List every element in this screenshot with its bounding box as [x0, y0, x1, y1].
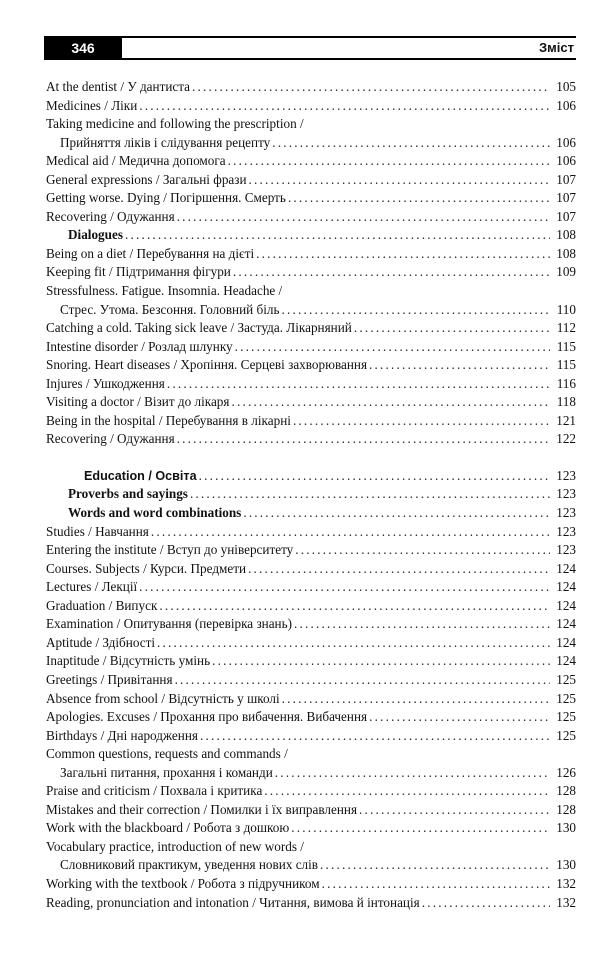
toc-entry-title: Vocabulary practice, introduction of new words / — [46, 838, 304, 854]
toc-entry-title: Entering the institute / Вступ до університету — [46, 542, 294, 558]
toc-entry-title: Reading, pronunciation and intonation / Читання, вимова й інтонація — [46, 894, 420, 910]
toc-entry-title: Apologies. Excuses / Прохання про вибачення. Вибачення — [46, 709, 368, 725]
toc-entry — [46, 838, 576, 857]
toc-entry — [46, 319, 576, 338]
dot-leader — [291, 819, 550, 838]
toc-entry-title: Словниковий практикум, уведення нових слів — [60, 857, 319, 873]
toc-entry-title: Injures / Ушкодження — [46, 375, 165, 391]
toc-entry-title: Recovering / Одужання — [46, 208, 175, 224]
dot-leader — [157, 634, 550, 653]
toc-entry-page: 115 — [556, 338, 576, 354]
toc-entry-title: Прийняття ліків і слідування рецепту — [60, 134, 271, 150]
dot-leader — [125, 226, 550, 245]
toc-entry — [46, 171, 576, 190]
dot-leader — [212, 652, 550, 671]
toc-entry-title: Mistakes and their correction / Помилки і їх виправлення — [46, 801, 358, 817]
toc-entry — [46, 652, 576, 671]
toc-entry — [46, 523, 576, 542]
toc-entry — [46, 727, 576, 746]
dot-leader — [243, 504, 550, 523]
toc-entry — [46, 560, 576, 579]
toc-entry — [46, 134, 576, 153]
toc-entry — [46, 671, 576, 690]
toc-entry-title: Getting worse. Dying / Погіршення. Смерть — [46, 190, 286, 206]
toc-entry — [46, 801, 576, 820]
toc-entry-page: 125 — [556, 690, 576, 706]
toc-entry — [46, 764, 576, 783]
toc-entry — [46, 375, 576, 394]
toc-entry — [46, 152, 576, 171]
toc-entry-page: 124 — [556, 653, 576, 669]
dot-leader — [354, 319, 550, 338]
toc-entry — [46, 856, 576, 875]
toc-entry-title: At the dentist / У дантиста — [46, 79, 191, 94]
toc-entry — [46, 708, 576, 727]
dot-leader — [369, 708, 550, 727]
toc-entry-page: 108 — [556, 227, 576, 243]
page-number: 346 — [44, 38, 122, 58]
toc-entry — [46, 115, 576, 134]
toc-entry-page: 123 — [556, 486, 576, 502]
toc-entry-title: Working with the textbook / Робота з підручником — [46, 875, 320, 891]
toc-entry-title: Praise and criticism / Похвала і критика — [46, 783, 263, 799]
toc-entry-title: Education / Освіта — [84, 468, 197, 483]
toc-entry — [46, 78, 576, 97]
dot-leader — [264, 782, 550, 801]
toc-entry-title: Greetings / Привітання — [46, 671, 173, 687]
toc-entry — [46, 356, 576, 375]
toc-entry-title: Graduation / Випуск — [46, 597, 158, 613]
toc-entry-page: 112 — [556, 320, 576, 336]
toc-entry — [46, 393, 576, 412]
toc-entry — [46, 690, 576, 709]
dot-leader — [177, 430, 550, 449]
toc-entry — [46, 894, 576, 913]
dot-leader — [235, 338, 550, 357]
toc-entry-page: 124 — [556, 597, 576, 613]
toc-entry-title: Medicines / Ліки — [46, 97, 138, 113]
toc-entry-title: Stressfulness. Fatigue. Insomnia. Headache / — [46, 283, 283, 299]
toc-entry — [46, 338, 576, 357]
dot-leader — [422, 894, 550, 913]
toc-entry-title: Being in the hospital / Перебування в лікарні — [46, 412, 291, 428]
toc-entry-page: 107 — [556, 208, 576, 224]
toc-entry-title: Work with the blackboard / Робота з дошкою — [46, 820, 290, 836]
dot-leader — [281, 301, 550, 320]
dot-leader — [167, 375, 550, 394]
dot-leader — [282, 690, 550, 709]
dot-leader — [275, 764, 550, 783]
dot-leader — [320, 856, 550, 875]
toc-entry-title: Intestine disorder / Розлад шлунку — [46, 338, 233, 354]
toc-entry-page: 132 — [556, 894, 576, 910]
dot-leader — [249, 171, 550, 190]
toc-entry — [46, 745, 576, 764]
toc-entry-page: 123 — [556, 505, 576, 521]
dot-leader — [233, 263, 550, 282]
toc-entry-title: Examination / Опитування (перевірка знань) — [46, 616, 293, 632]
toc-entry-page: 130 — [556, 857, 576, 873]
dot-leader — [228, 152, 550, 171]
dot-leader — [248, 560, 550, 579]
toc-entry-page: 107 — [556, 171, 576, 187]
toc-entry-title: Absence from school / Відсутність у школі — [46, 690, 280, 706]
dot-leader — [200, 727, 550, 746]
toc-entry-page: 128 — [556, 783, 576, 799]
toc-entry-page: 124 — [556, 634, 576, 650]
toc-entry-page: 123 — [556, 523, 576, 539]
toc-entry-title: Keeping fit / Підтримання фігури — [46, 264, 231, 280]
toc-entry — [46, 263, 576, 282]
dot-leader — [139, 578, 550, 597]
toc-entry-title: Visiting a doctor / Візит до лікаря — [46, 394, 230, 410]
toc-entry-page: 126 — [556, 764, 576, 780]
toc-entry-page: 110 — [556, 301, 576, 317]
dot-leader — [177, 208, 550, 227]
toc-entry-title: Snoring. Heart diseases / Хропіння. Серцеві захворювання — [46, 357, 368, 373]
toc-entry — [46, 412, 576, 431]
toc-entry — [46, 189, 576, 208]
toc-entry-page: 106 — [556, 97, 576, 113]
dot-leader — [359, 801, 550, 820]
toc-entry-page: 125 — [556, 709, 576, 725]
dot-leader — [322, 875, 550, 894]
toc-entry-title: General expressions / Загальні фрази — [46, 171, 247, 187]
toc-entry-page: 108 — [556, 245, 576, 261]
toc-entry-title: Studies / Навчання — [46, 523, 149, 539]
toc-entry-page: 132 — [556, 875, 576, 891]
toc-entry-title: Recovering / Одужання — [46, 431, 175, 447]
toc-entry — [46, 245, 576, 264]
toc-entry-page: 106 — [556, 153, 576, 169]
toc-entry — [46, 467, 576, 486]
dot-leader — [175, 671, 550, 690]
dot-leader — [256, 245, 550, 264]
dot-leader — [293, 412, 550, 431]
section-title: Зміст — [539, 40, 574, 55]
toc-entry — [46, 226, 576, 245]
dot-leader — [294, 615, 550, 634]
toc-entry-page: 130 — [556, 820, 576, 836]
toc-entry-title: Courses. Subjects / Курси. Предмети — [46, 560, 247, 576]
toc-entry-title: Lectures / Лекції — [46, 579, 138, 595]
toc-entry-page: 124 — [556, 560, 576, 576]
toc-entry — [46, 819, 576, 838]
toc-entry-page: 123 — [556, 542, 576, 558]
toc-entry-title: Being on a diet / Перебування на дієті — [46, 245, 255, 261]
toc-entry-title: Medical aid / Медична допомога — [46, 153, 226, 169]
dot-leader — [231, 393, 550, 412]
dot-leader — [159, 597, 550, 616]
toc-entry — [46, 430, 576, 449]
toc-entry-title: Common questions, requests and commands / — [46, 746, 288, 762]
toc-entry-page: 106 — [556, 134, 576, 150]
toc-entry — [46, 301, 576, 320]
toc-entry-page: 124 — [556, 616, 576, 632]
toc-entry-page: 109 — [556, 264, 576, 280]
toc-entry-title: Words and word combinations — [68, 505, 242, 521]
toc-entry — [46, 597, 576, 616]
toc-entry-page: 121 — [556, 412, 576, 428]
toc-entry — [46, 541, 576, 560]
dot-leader — [139, 97, 550, 116]
toc-entry-page: 122 — [556, 431, 576, 447]
toc-entry-title: Proverbs and sayings — [68, 486, 188, 502]
toc-entry — [46, 282, 576, 301]
table-of-contents — [46, 78, 576, 912]
dot-leader — [190, 485, 550, 504]
dot-leader — [295, 541, 550, 560]
toc-entry-page: 128 — [556, 801, 576, 817]
toc-entry — [46, 875, 576, 894]
dot-leader — [199, 467, 550, 486]
page-header — [44, 36, 576, 60]
toc-entry-page: 124 — [556, 579, 576, 595]
toc-entry-title: Dialogues — [68, 227, 123, 243]
toc-entry-page: 118 — [556, 394, 576, 410]
toc-entry-page: 125 — [556, 671, 576, 687]
toc-entry-page: 116 — [556, 375, 576, 391]
toc-entry-title: Taking medicine and following the prescription / — [46, 116, 304, 132]
dot-leader — [369, 356, 550, 375]
toc-entry — [46, 578, 576, 597]
toc-entry — [46, 208, 576, 227]
toc-entry — [46, 615, 576, 634]
dot-leader — [272, 134, 550, 153]
toc-entry-title: Birthdays / Дні народження — [46, 727, 198, 743]
toc-entry — [46, 97, 576, 116]
dot-leader — [288, 189, 550, 208]
toc-entry-page: 105 — [556, 79, 576, 94]
toc-entry — [46, 504, 576, 523]
dot-leader — [192, 78, 550, 97]
toc-entry-page: 123 — [556, 467, 576, 483]
toc-entry-title: Стрес. Утома. Безсоння. Головний біль — [60, 301, 280, 317]
toc-entry-page: 107 — [556, 190, 576, 206]
toc-entry-page: 125 — [556, 727, 576, 743]
toc-entry-page: 115 — [556, 357, 576, 373]
dot-leader — [151, 523, 550, 542]
toc-entry-title: Catching a cold. Taking sick leave / Застуда. Лікарняний — [46, 320, 352, 336]
toc-entry — [46, 782, 576, 801]
toc-entry-title: Inaptitude / Відсутність умінь — [46, 653, 211, 669]
toc-entry — [46, 634, 576, 653]
toc-entry — [46, 485, 576, 504]
toc-entry-title: Aptitude / Здібності — [46, 634, 156, 650]
toc-entry-title: Загальні питання, прохання і команди — [60, 764, 273, 780]
